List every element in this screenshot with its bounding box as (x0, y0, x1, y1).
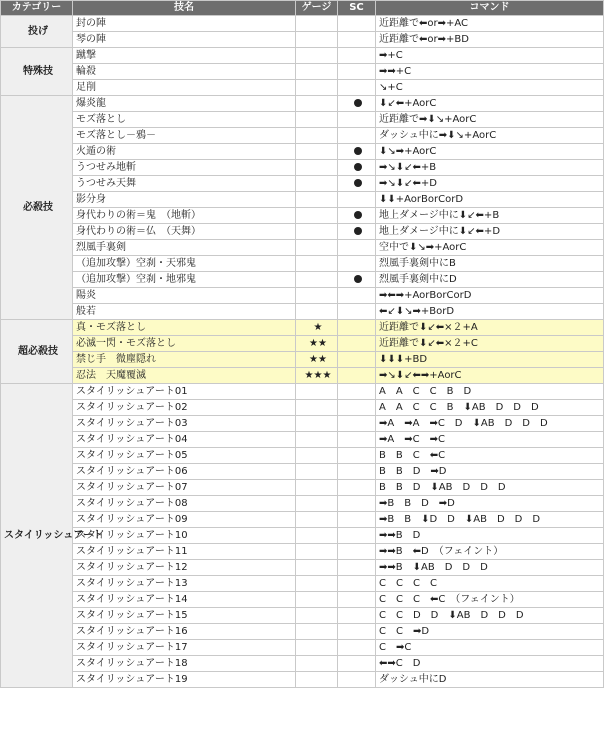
command-cell: ➡A ➡C ➡C (376, 432, 604, 448)
move-row (1, 112, 604, 128)
gauge-cell (296, 48, 338, 64)
gauge-cell (296, 576, 338, 592)
move-row (1, 448, 604, 464)
gauge-cell (296, 288, 338, 304)
sc-cell (338, 480, 376, 496)
sc-cell (338, 368, 376, 384)
move-name-cell: スタイリッシュアート12 (73, 560, 296, 576)
sc-cell (338, 64, 376, 80)
command-cell: A A C C B D (376, 384, 604, 400)
command-cell: ➡↘⬇↙⬅➡+AorC (376, 368, 604, 384)
sc-cell (338, 176, 376, 192)
move-row (1, 320, 604, 336)
move-row (1, 608, 604, 624)
sc-cell (338, 640, 376, 656)
move-row (1, 512, 604, 528)
move-row (1, 208, 604, 224)
gauge-cell (296, 400, 338, 416)
sc-cell (338, 288, 376, 304)
move-row (1, 496, 604, 512)
command-cell: ➡B B D ➡D (376, 496, 604, 512)
command-cell: ⬇⬇+AorBorCorD (376, 192, 604, 208)
gauge-cell (296, 672, 338, 688)
sc-dot-icon (354, 163, 362, 171)
header-sc: SC (338, 1, 376, 16)
command-cell: ダッシュ中にD (376, 672, 604, 688)
sc-cell (338, 432, 376, 448)
gauge-cell (296, 272, 338, 288)
move-row (1, 144, 604, 160)
move-row (1, 528, 604, 544)
gauge-cell (296, 176, 338, 192)
sc-cell (338, 224, 376, 240)
sc-cell (338, 96, 376, 112)
gauge-cell (296, 192, 338, 208)
move-name-cell: 烈風手裏剣 (73, 240, 296, 256)
gauge-cell (296, 464, 338, 480)
move-name-cell: スタイリッシュアート02 (73, 400, 296, 416)
command-cell: ⬅➡C D (376, 656, 604, 672)
sc-dot-icon (354, 211, 362, 219)
move-row (1, 384, 604, 400)
move-name-cell: 影分身 (73, 192, 296, 208)
sc-cell (338, 528, 376, 544)
command-cell: ⬇⬇⬇+BD (376, 352, 604, 368)
move-name-cell: スタイリッシュアート15 (73, 608, 296, 624)
move-row (1, 224, 604, 240)
move-name-cell: スタイリッシュアート17 (73, 640, 296, 656)
gauge-cell (296, 640, 338, 656)
sc-cell (338, 144, 376, 160)
command-cell: C C C ⬅C （フェイント） (376, 592, 604, 608)
gauge-cell (296, 448, 338, 464)
sc-cell (338, 208, 376, 224)
move-name-cell: モズ落とし－鴉－ (73, 128, 296, 144)
move-row (1, 672, 604, 688)
gauge-cell (296, 208, 338, 224)
sc-cell (338, 656, 376, 672)
gauge-cell (296, 160, 338, 176)
command-cell: B B D ⬇AB D D D (376, 480, 604, 496)
move-row (1, 288, 604, 304)
sc-cell (338, 400, 376, 416)
move-name-cell: 禁じ手 微塵隠れ (73, 352, 296, 368)
move-row (1, 192, 604, 208)
category-cell: 特殊技 (1, 48, 73, 96)
sc-cell (338, 256, 376, 272)
sc-cell (338, 464, 376, 480)
command-cell: 近距離で⬇↙⬅×２+C (376, 336, 604, 352)
command-cell: ⬇↘➡+AorC (376, 144, 604, 160)
move-name-cell: 爆炎龍 (73, 96, 296, 112)
move-row (1, 272, 604, 288)
move-name-cell: 足削 (73, 80, 296, 96)
command-cell: 近距離で⬅or➡+BD (376, 32, 604, 48)
move-row (1, 64, 604, 80)
command-cell: ➡↘⬇↙⬅+D (376, 176, 604, 192)
move-name-cell: 必滅一閃・モズ落とし (73, 336, 296, 352)
move-name-cell: （追加攻撃）空刹・天邪鬼 (73, 256, 296, 272)
command-cell: C C D D ⬇AB D D D (376, 608, 604, 624)
command-cell: ➡A ➡A ➡C D ⬇AB D D D (376, 416, 604, 432)
header-category: カテゴリー (1, 1, 73, 16)
command-cell: ダッシュ中に➡⬇↘+AorC (376, 128, 604, 144)
move-name-cell: （追加攻撃）空刹・地邪鬼 (73, 272, 296, 288)
gauge-cell (296, 480, 338, 496)
gauge-cell (296, 32, 338, 48)
sc-cell (338, 304, 376, 320)
move-name-cell: モズ落とし (73, 112, 296, 128)
sc-cell (338, 624, 376, 640)
move-name-cell: 輪殺 (73, 64, 296, 80)
move-row (1, 128, 604, 144)
command-cell: 空中で⬇↘➡+AorC (376, 240, 604, 256)
move-name-cell: スタイリッシュアート11 (73, 544, 296, 560)
gauge-cell: ★★★ (296, 368, 338, 384)
command-cell: 近距離で⬅or➡+AC (376, 16, 604, 32)
category-cell: 超必殺技 (1, 320, 73, 384)
move-row (1, 336, 604, 352)
move-name-cell: 身代わりの術＝鬼 （地斬） (73, 208, 296, 224)
move-name-cell: うつせみ天舞 (73, 176, 296, 192)
command-cell: ➡B B ⬇D D ⬇AB D D D (376, 512, 604, 528)
sc-cell (338, 80, 376, 96)
sc-dot-icon (354, 227, 362, 235)
move-row (1, 464, 604, 480)
move-row (1, 352, 604, 368)
header-row (1, 1, 604, 16)
move-name-cell: 琴の陣 (73, 32, 296, 48)
move-row (1, 560, 604, 576)
command-cell: 近距離で⬇↙⬅×２+A (376, 320, 604, 336)
move-name-cell: スタイリッシュアート03 (73, 416, 296, 432)
move-name-cell: スタイリッシュアート07 (73, 480, 296, 496)
sc-cell (338, 512, 376, 528)
gauge-cell: ★★ (296, 336, 338, 352)
command-cell: ➡⬅➡+AorBorCorD (376, 288, 604, 304)
command-cell: ↘+C (376, 80, 604, 96)
gauge-cell (296, 624, 338, 640)
move-row (1, 400, 604, 416)
move-name-cell: 般若 (73, 304, 296, 320)
category-cell: スタイリッシュアート (1, 384, 73, 688)
command-cell: 近距離で➡⬇↘+AorC (376, 112, 604, 128)
sc-cell (338, 544, 376, 560)
sc-cell (338, 672, 376, 688)
sc-dot-icon (354, 179, 362, 187)
gauge-cell: ★ (296, 320, 338, 336)
move-name-cell: うつせみ地斬 (73, 160, 296, 176)
move-name-cell: スタイリッシュアート06 (73, 464, 296, 480)
move-row (1, 592, 604, 608)
move-name-cell: スタイリッシュアート05 (73, 448, 296, 464)
move-name-cell: 火遁の術 (73, 144, 296, 160)
move-name-cell: スタイリッシュアート08 (73, 496, 296, 512)
move-name-cell: 真・モズ落とし (73, 320, 296, 336)
move-row (1, 240, 604, 256)
gauge-cell (296, 304, 338, 320)
gauge-cell (296, 528, 338, 544)
move-row (1, 80, 604, 96)
sc-cell (338, 272, 376, 288)
command-cell: ➡+C (376, 48, 604, 64)
command-cell: B B C ⬅C (376, 448, 604, 464)
gauge-cell (296, 128, 338, 144)
command-cell: B B D ➡D (376, 464, 604, 480)
move-name-cell: スタイリッシュアート19 (73, 672, 296, 688)
sc-cell (338, 240, 376, 256)
move-name-cell: スタイリッシュアート16 (73, 624, 296, 640)
command-cell: C C C C (376, 576, 604, 592)
move-row (1, 656, 604, 672)
sc-cell (338, 16, 376, 32)
move-row (1, 480, 604, 496)
command-cell: ➡↘⬇↙⬅+B (376, 160, 604, 176)
move-name-cell: 蹴撃 (73, 48, 296, 64)
command-cell: ➡➡B ⬅D （フェイント） (376, 544, 604, 560)
sc-cell (338, 560, 376, 576)
gauge-cell (296, 240, 338, 256)
gauge-cell (296, 96, 338, 112)
sc-cell (338, 384, 376, 400)
category-cell: 必殺技 (1, 96, 73, 320)
move-row (1, 48, 604, 64)
move-row (1, 256, 604, 272)
sc-cell (338, 192, 376, 208)
command-cell: 地上ダメージ中に⬇↙⬅+B (376, 208, 604, 224)
header-command: コマンド (376, 1, 604, 16)
gauge-cell (296, 544, 338, 560)
sc-dot-icon (354, 147, 362, 155)
sc-cell (338, 608, 376, 624)
command-cell: C C ➡D (376, 624, 604, 640)
move-row (1, 160, 604, 176)
move-row (1, 368, 604, 384)
command-cell: ⬅↙⬇↘➡+BorD (376, 304, 604, 320)
gauge-cell (296, 112, 338, 128)
sc-cell (338, 448, 376, 464)
sc-cell (338, 32, 376, 48)
category-cell: 投げ (1, 16, 73, 48)
move-name-cell: 忍法 天魔覆滅 (73, 368, 296, 384)
gauge-cell (296, 608, 338, 624)
gauge-cell (296, 80, 338, 96)
move-row (1, 624, 604, 640)
command-cell: C ➡C (376, 640, 604, 656)
header-gauge: ゲージ (296, 1, 338, 16)
gauge-cell (296, 256, 338, 272)
move-row (1, 16, 604, 32)
sc-cell (338, 576, 376, 592)
move-row (1, 544, 604, 560)
gauge-cell (296, 64, 338, 80)
sc-cell (338, 48, 376, 64)
gauge-cell: ★★ (296, 352, 338, 368)
move-row (1, 416, 604, 432)
move-row (1, 32, 604, 48)
move-name-cell: スタイリッシュアート10 (73, 528, 296, 544)
gauge-cell (296, 384, 338, 400)
gauge-cell (296, 560, 338, 576)
gauge-cell (296, 592, 338, 608)
sc-dot-icon (354, 275, 362, 283)
gauge-cell (296, 656, 338, 672)
move-row (1, 576, 604, 592)
move-row (1, 176, 604, 192)
sc-cell (338, 112, 376, 128)
command-cell: ➡➡B D (376, 528, 604, 544)
move-name-cell: スタイリッシュアート18 (73, 656, 296, 672)
header-move-name: 技名 (73, 1, 296, 16)
sc-cell (338, 352, 376, 368)
command-cell: ➡➡+C (376, 64, 604, 80)
gauge-cell (296, 224, 338, 240)
move-row (1, 304, 604, 320)
sc-cell (338, 128, 376, 144)
move-name-cell: スタイリッシュアート04 (73, 432, 296, 448)
command-cell: ➡➡B ⬇AB D D D (376, 560, 604, 576)
move-name-cell: スタイリッシュアート13 (73, 576, 296, 592)
sc-cell (338, 496, 376, 512)
sc-cell (338, 160, 376, 176)
gauge-cell (296, 16, 338, 32)
move-name-cell: スタイリッシュアート01 (73, 384, 296, 400)
gauge-cell (296, 512, 338, 528)
sc-cell (338, 336, 376, 352)
sc-cell (338, 320, 376, 336)
move-row (1, 96, 604, 112)
move-name-cell: スタイリッシュアート14 (73, 592, 296, 608)
move-name-cell: 陽炎 (73, 288, 296, 304)
command-cell: 地上ダメージ中に⬇↙⬅+D (376, 224, 604, 240)
move-row (1, 432, 604, 448)
command-cell: 烈風手裏剣中にB (376, 256, 604, 272)
gauge-cell (296, 432, 338, 448)
move-name-cell: スタイリッシュアート09 (73, 512, 296, 528)
command-cell: A A C C B ⬇AB D D D (376, 400, 604, 416)
sc-cell (338, 592, 376, 608)
sc-dot-icon (354, 99, 362, 107)
move-name-cell: 身代わりの術＝仏 （天舞） (73, 224, 296, 240)
command-cell: 烈風手裏剣中にD (376, 272, 604, 288)
move-list-body (1, 16, 604, 688)
move-name-cell: 封の陣 (73, 16, 296, 32)
gauge-cell (296, 416, 338, 432)
gauge-cell (296, 144, 338, 160)
gauge-cell (296, 496, 338, 512)
sc-cell (338, 416, 376, 432)
command-cell: ⬇↙⬅+AorC (376, 96, 604, 112)
move-row (1, 640, 604, 656)
